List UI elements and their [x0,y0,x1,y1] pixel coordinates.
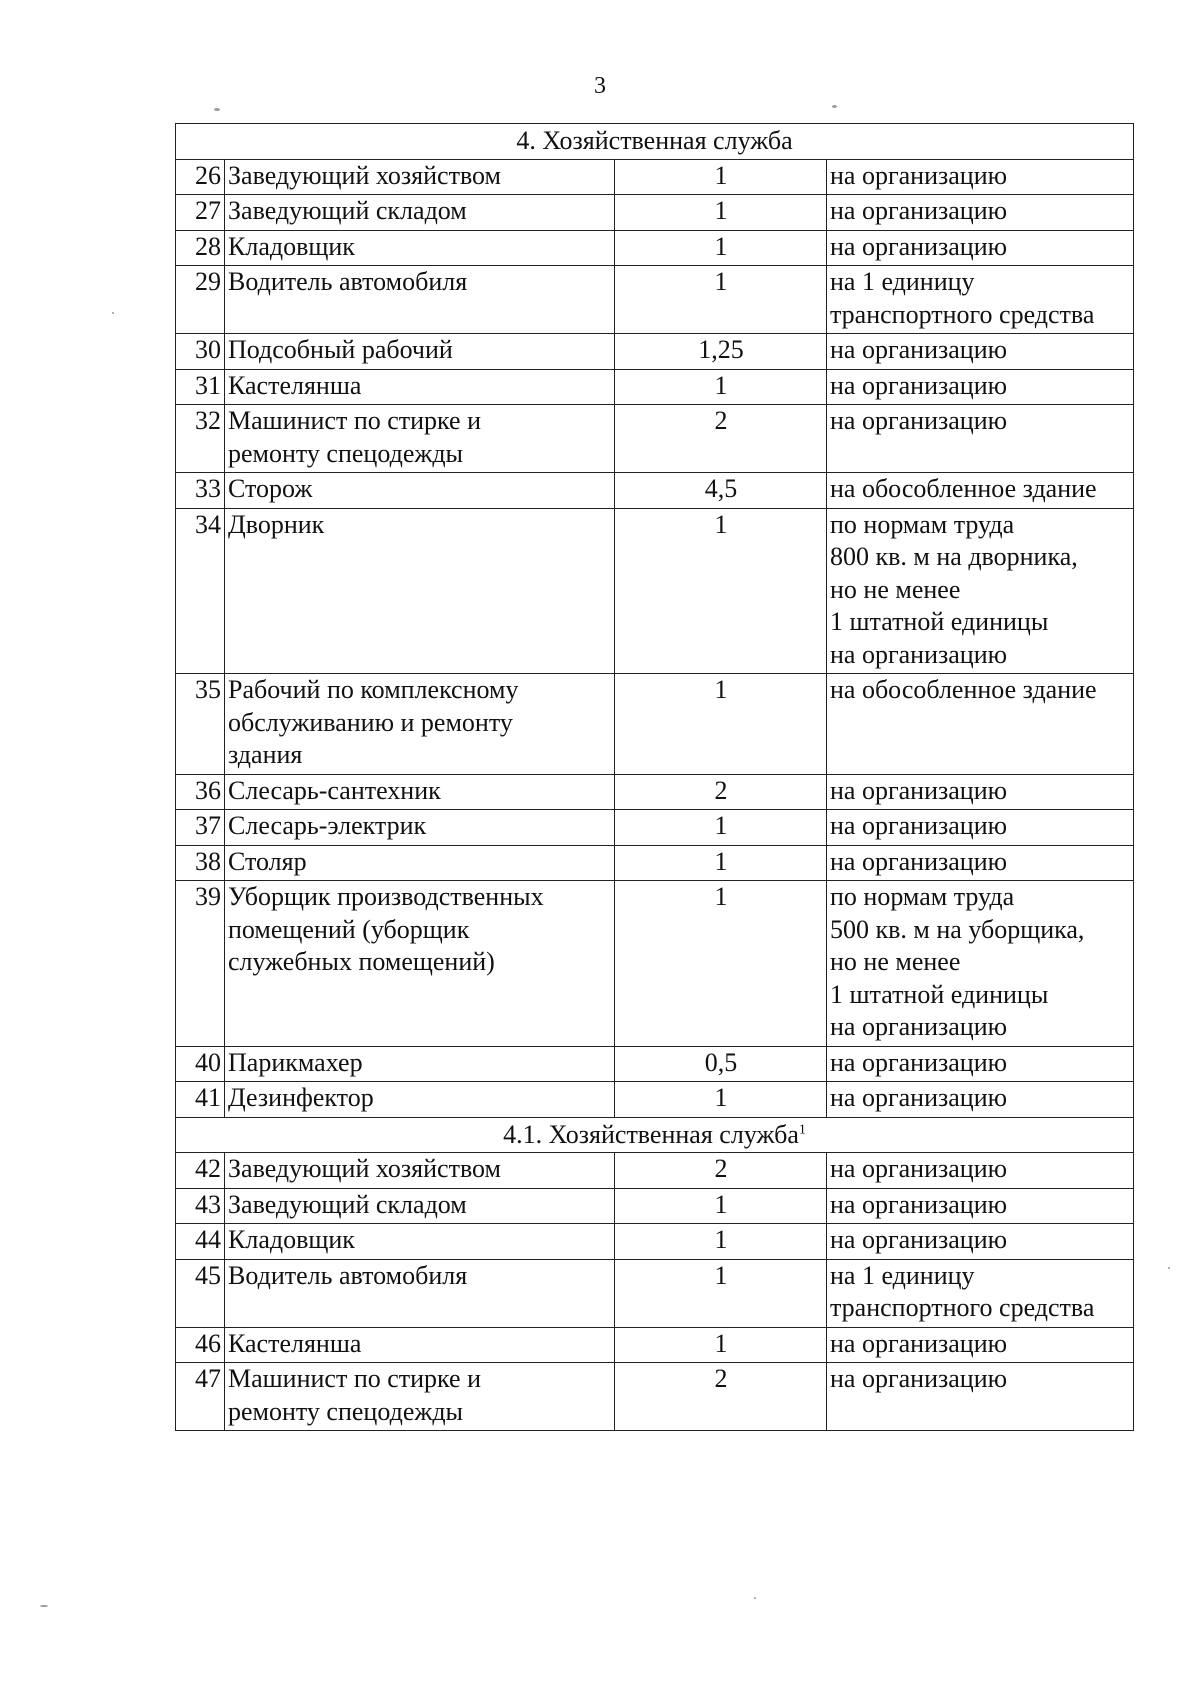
staff-units: 1 [615,195,827,231]
table-row [176,230,1134,266]
staffing-table-body [176,124,1134,1431]
staff-units: 1 [615,674,827,775]
position-name: Столяр [228,846,307,876]
table-row [176,674,1134,775]
table-row [176,1188,1134,1224]
position-name-cell [225,159,615,195]
position-name: Кладовщик [228,1225,355,1254]
norm-text: 1 штатной единицы [830,607,1049,636]
norm-text: на 1 единицу [830,267,975,296]
section-title: 4.1. Хозяйственная служба [503,1119,799,1149]
position-name: Подсобный рабочий [228,335,453,364]
row-number: 33 [176,473,225,509]
norm-text: на организацию [830,160,1008,190]
norm-text: транспортного средства [830,1293,1095,1322]
position-name: Рабочий по комплексному [228,675,519,704]
norm-cell [827,230,1134,266]
norm-cell [827,159,1134,195]
norm-text: по нормам труда [830,509,1015,539]
staff-units: 1 [615,810,827,846]
row-number: 26 [176,159,225,195]
row-number: 28 [176,230,225,266]
scan-speck [40,1605,48,1607]
norm-text: на организацию [830,406,1008,435]
scan-speck [832,105,837,108]
position-name: Уборщик производственных [228,882,544,911]
position-name: Парикмахер [228,1047,363,1077]
footnote-marker: 1 [798,1121,806,1137]
table-row [176,1224,1134,1260]
norm-cell [827,266,1134,334]
row-number: 31 [176,369,225,405]
section-title-cell [176,1117,1134,1153]
position-name: Дворник [228,509,325,539]
position-name: ремонту спецодежды [228,438,464,468]
staff-units: 2 [615,774,827,810]
position-name: служебных помещений) [228,947,495,976]
position-name-cell [225,195,615,231]
norm-text: на организацию [830,811,1008,840]
table-row [176,266,1134,334]
staff-units: 1,25 [615,334,827,370]
table-row [176,405,1134,473]
norm-text: на обособленное здание [830,675,1097,704]
scan-speck [112,312,114,314]
norm-cell [827,1153,1134,1189]
norm-cell [827,334,1134,370]
row-number: 44 [176,1224,225,1260]
table-row [176,1046,1134,1082]
norm-text: транспортного средства [830,299,1095,329]
norm-text: 500 кв. м на уборщика, [830,914,1085,944]
norm-cell [827,405,1134,473]
staff-units: 2 [615,1153,827,1189]
norm-cell [827,810,1134,846]
position-name: помещений (уборщик [228,914,470,944]
norm-cell [827,1363,1134,1431]
norm-cell [827,473,1134,509]
position-name: Машинист по стирке и [228,1364,481,1393]
norm-text: на обособленное здание [830,474,1097,503]
norm-text: 800 кв. м на дворника, [830,542,1078,571]
norm-text: 1 штатной единицы [830,979,1049,1009]
scan-speck [214,108,220,111]
row-number: 43 [176,1188,225,1224]
position-name-cell [225,266,615,334]
norm-cell [827,1082,1134,1118]
norm-text: на организацию [830,775,1008,805]
staff-units: 1 [615,881,827,1047]
position-name: Сторож [228,474,313,503]
position-name: Водитель автомобиля [228,267,468,296]
position-name: Кладовщик [228,231,355,261]
position-name-cell [225,230,615,266]
norm-cell [827,845,1134,881]
norm-cell [827,195,1134,231]
row-number: 34 [176,508,225,674]
norm-cell [827,508,1134,674]
staff-units: 1 [615,369,827,405]
norm-cell [827,1327,1134,1363]
staff-units: 0,5 [615,1046,827,1082]
staffing-table [175,123,1134,1431]
norm-text: на организацию [830,846,1008,876]
position-name-cell [225,810,615,846]
position-name-cell [225,334,615,370]
row-number: 29 [176,266,225,334]
norm-text: по нормам труда [830,882,1015,911]
position-name-cell [225,1327,615,1363]
table-row [176,774,1134,810]
position-name-cell [225,1363,615,1431]
norm-cell [827,1188,1134,1224]
norm-text: на организацию [830,370,1008,400]
row-number: 39 [176,881,225,1047]
position-name: обслуживанию и ремонту [228,707,513,737]
position-name: Слесарь-электрик [228,811,427,840]
staff-units: 1 [615,1327,827,1363]
position-name: Кастелянша [228,1328,362,1358]
position-name-cell [225,508,615,674]
staff-units: 2 [615,405,827,473]
row-number: 32 [176,405,225,473]
position-name: Дезинфектор [228,1083,374,1112]
staff-units: 1 [615,508,827,674]
table-row [176,508,1134,674]
section-header-row [176,1117,1134,1153]
row-number: 35 [176,674,225,775]
scan-speck [754,1597,756,1599]
norm-text: на организацию [830,335,1008,364]
norm-cell [827,674,1134,775]
table-row [176,1259,1134,1327]
position-name-cell [225,1046,615,1082]
staff-units: 1 [615,230,827,266]
norm-text: на организацию [830,1083,1008,1112]
section-title: 4. Хозяйственная служба [516,126,793,155]
row-number: 27 [176,195,225,231]
table-row [176,810,1134,846]
staff-units: 1 [615,159,827,195]
norm-text: на организацию [830,1328,1008,1358]
table-row [176,159,1134,195]
norm-text: на организацию [830,1047,1008,1077]
table-row [176,195,1134,231]
position-name: ремонту спецодежды [228,1396,464,1426]
row-number: 47 [176,1363,225,1431]
position-name: здания [228,740,303,769]
position-name-cell [225,674,615,775]
norm-cell [827,1259,1134,1327]
table-row [176,845,1134,881]
norm-text: на организацию [830,1189,1008,1219]
table-row [176,1327,1134,1363]
row-number: 46 [176,1327,225,1363]
norm-text: на организацию [830,1012,1008,1041]
position-name-cell [225,881,615,1047]
scan-speck [1168,1267,1170,1269]
table-row [176,369,1134,405]
table-row [176,1082,1134,1118]
table-row [176,881,1134,1047]
row-number: 38 [176,845,225,881]
position-name-cell [225,405,615,473]
section-header-row [176,124,1134,160]
norm-cell [827,881,1134,1047]
norm-text: на организацию [830,639,1008,669]
norm-text: на организацию [830,1225,1008,1254]
position-name: Заведующий хозяйством [228,1154,501,1183]
staff-units: 1 [615,1082,827,1118]
position-name-cell [225,845,615,881]
page-number: 3 [594,73,606,99]
norm-cell [827,369,1134,405]
row-number: 45 [176,1259,225,1327]
table-row [176,1153,1134,1189]
row-number: 40 [176,1046,225,1082]
position-name: Заведующий хозяйством [228,160,501,190]
position-name: Водитель автомобиля [228,1260,468,1290]
position-name: Заведующий складом [228,196,467,225]
norm-text: на организацию [830,1154,1008,1183]
staff-units: 2 [615,1363,827,1431]
norm-text: но не менее [830,947,961,976]
section-title-cell [176,124,1134,160]
table-row [176,473,1134,509]
row-number: 37 [176,810,225,846]
staff-units: 1 [615,266,827,334]
norm-cell [827,1046,1134,1082]
position-name-cell [225,774,615,810]
position-name: Кастелянша [228,370,362,400]
norm-cell [827,774,1134,810]
position-name: Слесарь-сантехник [228,775,441,805]
staff-units: 4,5 [615,473,827,509]
position-name-cell [225,1259,615,1327]
norm-text: на организацию [830,196,1008,225]
position-name-cell [225,1153,615,1189]
norm-text: на организацию [830,1364,1008,1393]
staff-units: 1 [615,845,827,881]
row-number: 30 [176,334,225,370]
position-name-cell [225,1082,615,1118]
row-number: 36 [176,774,225,810]
table-row [176,334,1134,370]
norm-text: на организацию [830,231,1008,261]
position-name-cell [225,369,615,405]
staff-units: 1 [615,1188,827,1224]
row-number: 41 [176,1082,225,1118]
row-number: 42 [176,1153,225,1189]
position-name-cell [225,1224,615,1260]
position-name-cell [225,1188,615,1224]
position-name: Заведующий складом [228,1189,467,1219]
staff-units: 1 [615,1259,827,1327]
table-row [176,1363,1134,1431]
position-name: Машинист по стирке и [228,406,481,435]
norm-text: но не менее [830,574,961,604]
norm-cell [827,1224,1134,1260]
norm-text: на 1 единицу [830,1260,975,1290]
staff-units: 1 [615,1224,827,1260]
position-name-cell [225,473,615,509]
